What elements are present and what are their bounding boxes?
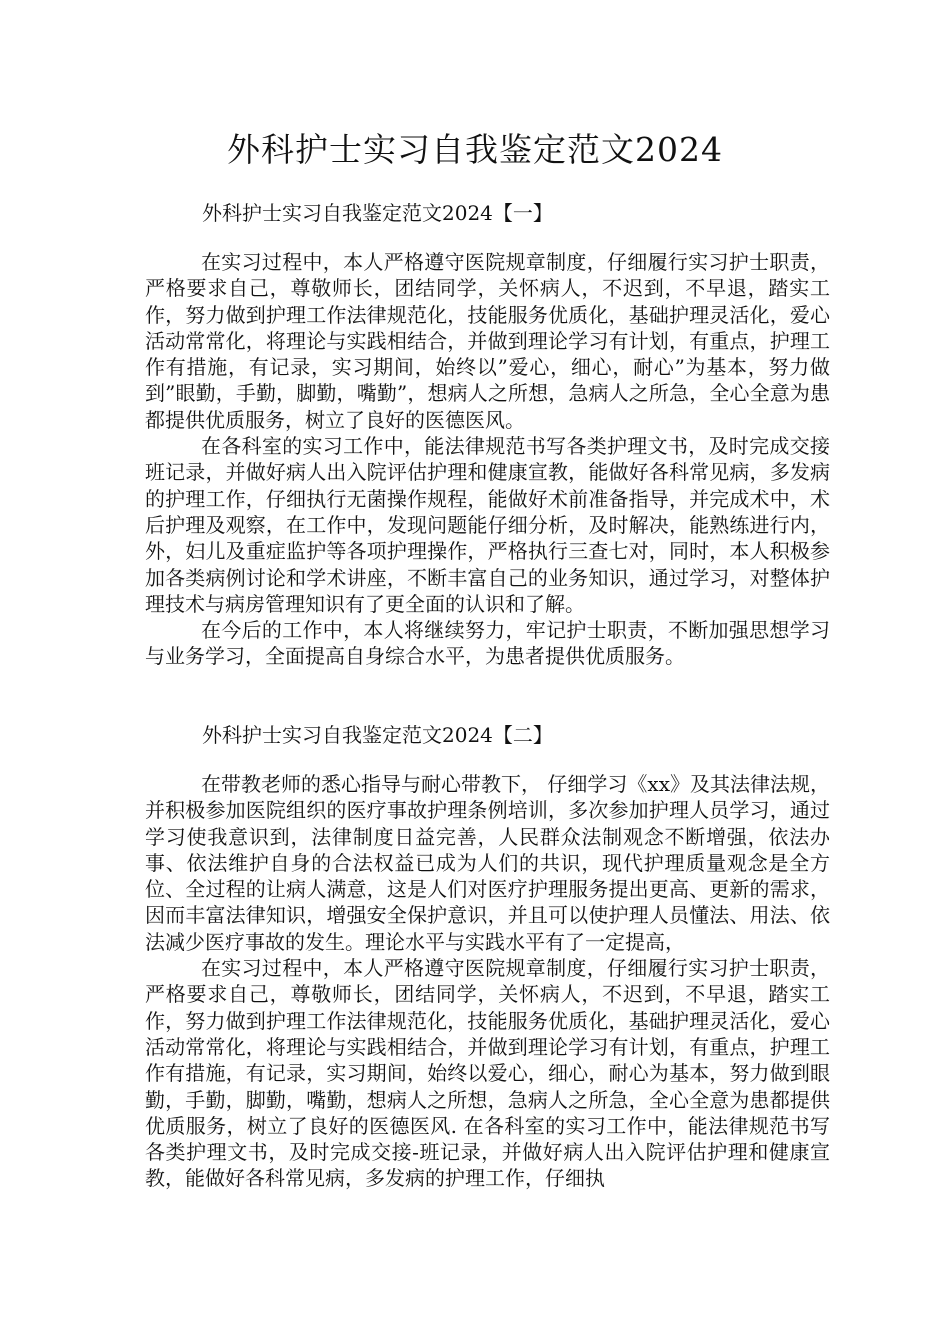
section-heading-1: 外科护士实习自我鉴定范文2024【一】 xyxy=(202,201,553,225)
paragraph: 在带教老师的悉心指导与耐心带教下， 仔细学习《xx》及其法律法规，并积极参加医院组织的医疗事故护理条例培训，多次参加护理人员学习，通过学习使我意识到，法律制度日益完善，人民群众法制观念不断增强，依法办事、依法维护自身的合法权益已成为人们的共识，现代护理质量观念是全方位、全过程的让病人满意，这是人们对医疗护理服务提出更高、更新的需求，因而丰富法律知识，增强安全保护意识，并且可以使护理人员懂法、用法、依法减少医疗事故的发生。理论水平与实践水平有了一定提高， xyxy=(145,772,830,954)
document-title: 外科护士实习自我鉴定范文2024 xyxy=(227,130,723,169)
section-body-1 xyxy=(145,249,830,670)
paragraph: 在实习过程中，本人严格遵守医院规章制度，仔细履行实习护士职责，严格要求自己，尊敬师长，团结同学，关怀病人，不迟到，不早退，踏实工作，努力做到护理工作法律规范化，技能服务优质化，基础护理灵活化，爱心活动常常化，将理论与实践相结合，并做到理论学习有计划，有重点，护理工作有措施，有记录，实习期间，始终以”爱心，细心，耐心”为基本，努力做到”眼勤，手勤，脚勤，嘴勤”，想病人之所想，急病人之所急，全心全意为患都提供优质服务，树立了良好的医德医风。 xyxy=(145,250,830,432)
section-body-2 xyxy=(145,771,830,1192)
paragraph: 在实习过程中，本人严格遵守医院规章制度，仔细履行实习护士职责，严格要求自己，尊敬师长，团结同学，关怀病人，不迟到，不早退，踏实工作，努力做到护理工作法律规范化，技能服务优质化，基础护理灵活化，爱心活动常常化，将理论与实践相结合，并做到理论学习有计划，有重点，护理工作有措施，有记录，实习期间，始终以爱心，细心，耐心为基本，努力做到眼勤，手勤，脚勤，嘴勤，想病人之所想，急病人之所急，全心全意为患都提供优质服务，树立了良好的医德医风. 在各科室的实习工作中，能法律规范书写各类护理文书，及时完成交接-班记录，并做好病人出入院评估护理和健康宣教，能做好各科常见病，多发病的护理工作，仔细执 xyxy=(145,956,830,1191)
paragraph: 在各科室的实习工作中，能法律规范书写各类护理文书，及时完成交接班记录，并做好病人出入院评估护理和健康宣教，能做好各科常见病，多发病的护理工作，仔细执行无菌操作规程，能做好术前准备指导，并完成术中，术后护理及观察，在工作中，发现问题能仔细分析，及时解决，能熟练进行内，外，妇儿及重症监护等各项护理操作，严格执行三查七对，同时，本人积极参加各类病例讨论和学术讲座，不断丰富自己的业务知识，通过学习，对整体护理技术与病房管理知识有了更全面的认识和了解。 xyxy=(145,434,830,616)
section-heading-2: 外科护士实习自我鉴定范文2024【二】 xyxy=(202,723,553,747)
paragraph: 在今后的工作中，本人将继续努力，牢记护士职责，不断加强思想学习与业务学习，全面提高自身综合水平，为患者提供优质服务。 xyxy=(145,618,830,669)
